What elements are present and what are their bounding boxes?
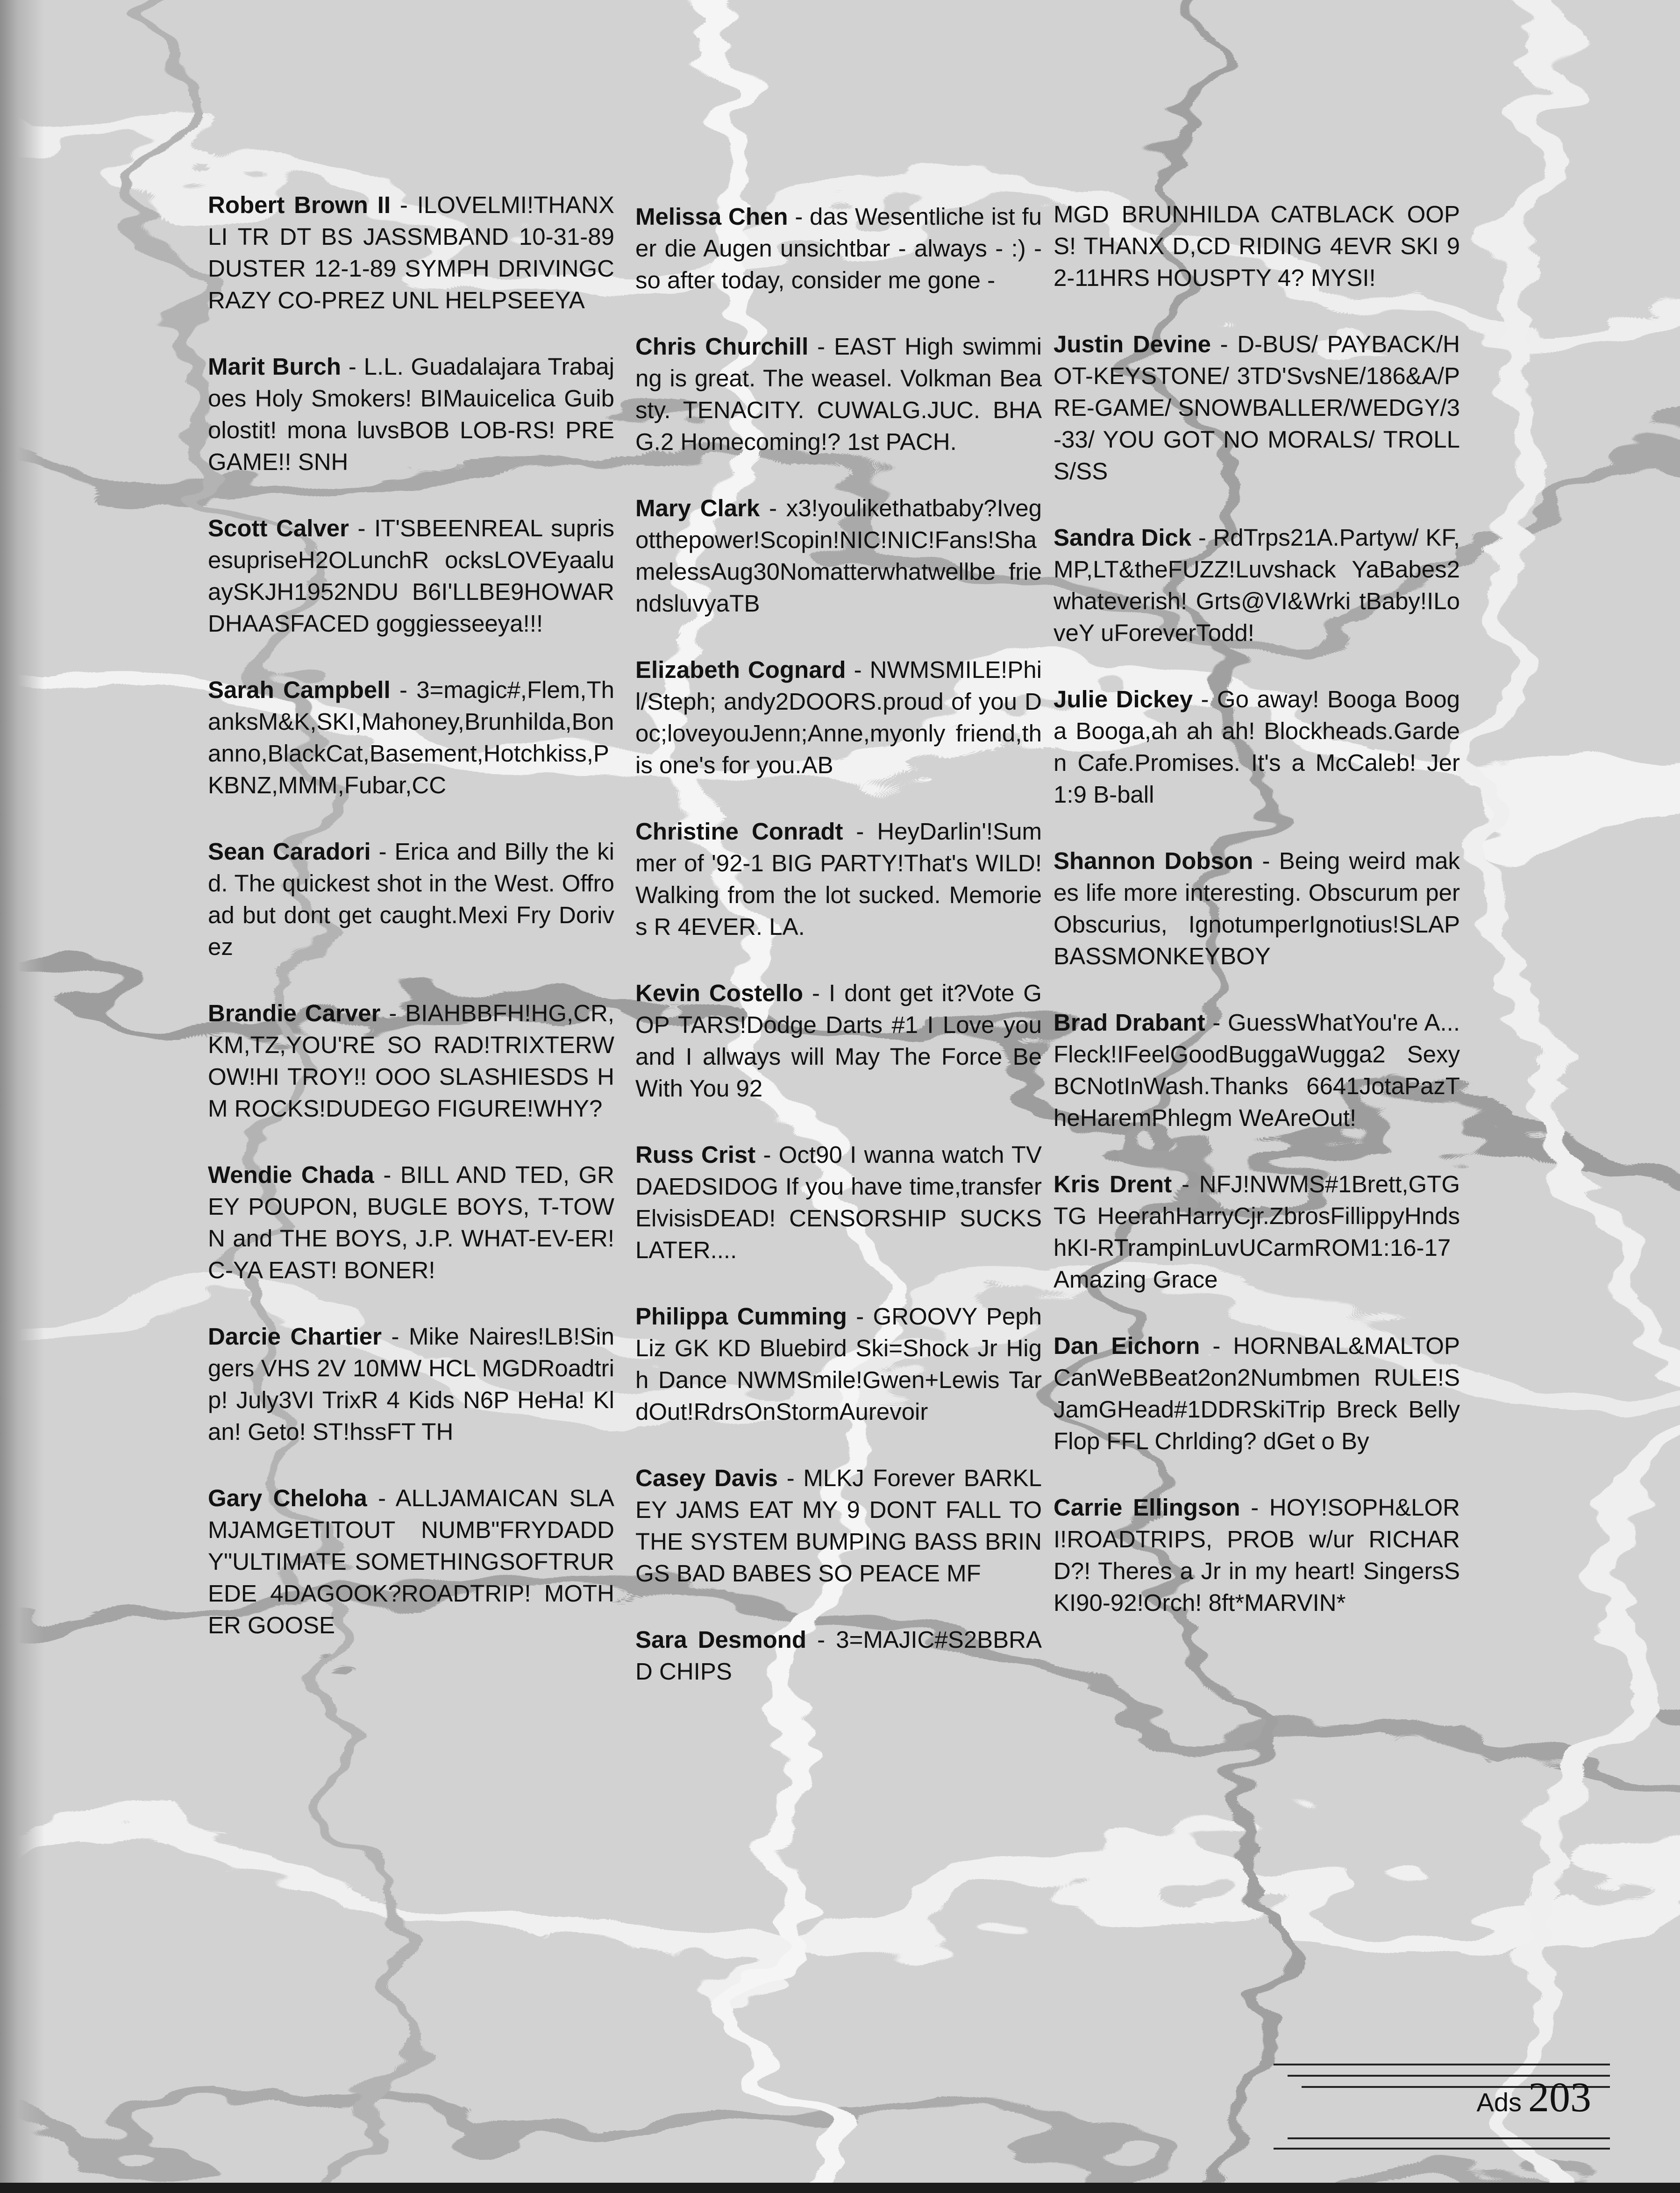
ad-name: Kris Drent bbox=[1054, 1171, 1172, 1197]
ad-entry bbox=[1054, 522, 1460, 649]
binding-shadow bbox=[0, 0, 44, 2193]
ad-entry bbox=[208, 836, 614, 963]
ad-message: - das Wesentliche ist fuer die Augen unsichtbar - always - :) - so after today, consider me gone - bbox=[635, 203, 1042, 293]
ad-message: - Oct90 I wanna watch TV DAEDSIDOG If you have time,transfer ElvisisDEAD! CENSORSHIP SUCKS LATER.... bbox=[635, 1141, 1042, 1263]
ad-message: - Mike Naires!LB!Singers VHS 2V 10MW HCL MGDRoadtrip! July3VI TrixR 4 Kids N6P HeHa! Klan! Geto! ST!hssFT TH bbox=[208, 1323, 614, 1445]
ad-entry bbox=[635, 1624, 1042, 1687]
column-1 bbox=[208, 189, 614, 1676]
ad-entry bbox=[1054, 845, 1460, 972]
ad-name: Carrie Ellingson bbox=[1054, 1494, 1240, 1521]
ad-message: - x3!youlikethatbaby?Ivegotthepower!Scopin!NIC!NIC!Fans!ShamelessAug30Nomatterwhatwellbe friendsluvyaTB bbox=[635, 495, 1042, 617]
ad-message: - D-BUS/ PAYBACK/HOT-KEYSTONE/ 3TD'SvsNE/186&A/PRE-GAME/ SNOWBALLER/WEDGY/3-33/ YOU GOT NO MORALS/ TROLLS/SS bbox=[1054, 331, 1460, 484]
ad-message: - BILL AND TED, GREY POUPON, BUGLE BOYS, T-TOWN and THE BOYS, J.P. WHAT-EV-ER! C-YA EAST! BONER! bbox=[208, 1161, 615, 1283]
ad-name: Russ Crist bbox=[635, 1141, 756, 1168]
ad-message: - NWMSMILE!Phil/Steph; andy2DOORS.proud of you Doc;loveyouJenn;Anne,myonly friend,this one's for you.AB bbox=[635, 656, 1042, 778]
ad-entry bbox=[208, 674, 614, 801]
ad-entry bbox=[635, 492, 1042, 619]
ad-name: Wendie Chada bbox=[208, 1161, 374, 1188]
ad-message: - L.L. Guadalajara Trabajoes Holy Smokers! BIMauicelica Guibolostit! mona luvsBOB LOB-RS! PREGAME!! SNH bbox=[208, 353, 614, 475]
ad-entry bbox=[635, 331, 1042, 458]
ad-name: Philippa Cumming bbox=[635, 1303, 847, 1330]
page-footer bbox=[1274, 2055, 1610, 2158]
ad-message: - EAST High swimming is great. The weasel. Volkman Beasty. TENACITY. CUWALG.JUC. BHAG.2 Homecoming!? 1st PACH. bbox=[635, 333, 1042, 455]
ad-name: Brad Drabant bbox=[1054, 1009, 1205, 1036]
ad-name: Shannon Dobson bbox=[1054, 847, 1253, 874]
ad-message: - ALLJAMAICAN SLAMJAMGETITOUT NUMB"FRYDADDY"ULTIMATE SOMETHINGSOFTRUREDE 4DAGOOK?ROADTRIP! MOTHER GOOSE bbox=[208, 1485, 614, 1638]
ad-name: Melissa Chen bbox=[635, 203, 788, 230]
ad-entry bbox=[635, 816, 1042, 943]
ad-name: Sandra Dick bbox=[1054, 524, 1192, 551]
ad-name: Elizabeth Cognard bbox=[635, 656, 846, 683]
ad-message: - BIAHBBFH!HG,CR,KM,TZ,YOU'RE SO RAD!TRIXTERWOW!HI TROY!! OOO SLASHIESDS HM ROCKS!DUDEGO FIGURE!WHY? bbox=[208, 1000, 614, 1122]
ad-entry bbox=[635, 201, 1042, 296]
ad-entry bbox=[208, 1321, 614, 1448]
ad-entry bbox=[1054, 1168, 1460, 1296]
column-3 bbox=[1054, 199, 1460, 1653]
ad-message: - Erica and Billy the kid. The quickest shot in the West. Offroad but dont get caught.Mexi Fry Dorivez bbox=[208, 838, 614, 960]
ad-name: Sara Desmond bbox=[635, 1626, 807, 1653]
ad-message: - IT'SBEENREAL suprisesupriseH2OLunchR ocksLOVEyaaluaySKJH1952NDU B6I'LLBE9HOWARDHAASFACED goggiesseeya!!! bbox=[208, 515, 614, 637]
ad-name: Gary Cheloha bbox=[208, 1485, 367, 1511]
ad-message: - Being weird makes life more interesting. Obscurum per Obscurius, IgnotumperIgnotius!SLAP BASSMONKEYBOY bbox=[1054, 847, 1460, 969]
ad-name: Mary Clark bbox=[635, 495, 760, 521]
ad-message: - 3=MAJIC#S2BBRAD CHIPS bbox=[635, 1626, 1042, 1685]
ad-entry bbox=[635, 1462, 1042, 1589]
ad-entry bbox=[208, 189, 614, 316]
ad-message: - HOY!SOPH&LORI!ROADTRIPS, PROB w/ur RICHARD?! Theres a Jr in my heart! SingersSKI90-92!Orch! 8ft*MARVIN* bbox=[1054, 1494, 1460, 1616]
ad-name: Robert Brown II bbox=[208, 192, 391, 218]
ad-name: Dan Eichorn bbox=[1054, 1332, 1200, 1359]
ad-name: Darcie Chartier bbox=[208, 1323, 382, 1350]
ad-message: MGD BRUNHILDA CATBLACK OOPS! THANX D,CD RIDING 4EVR SKI 92-11HRS HOUSPTY 4? MYSI! bbox=[1054, 201, 1460, 291]
ad-entry bbox=[208, 1159, 614, 1286]
ad-entry bbox=[1054, 1492, 1460, 1619]
ad-entry bbox=[208, 997, 614, 1125]
column-2 bbox=[635, 201, 1042, 1722]
ad-entry bbox=[208, 351, 614, 478]
ad-name: Sarah Campbell bbox=[208, 676, 391, 703]
ad-message: - HORNBAL&MALTOP CanWeBBeat2on2Numbmen RULE!SJamGHead#1DDRSkiTrip Breck Belly Flop FFL Chrlding? dGet o By bbox=[1054, 1332, 1460, 1454]
ad-message: - NFJ!NWMS#1Brett,GTGTG HeerahHarryCjr.ZbrosFillippyHndshKI-RTrampinLuvUCarmROM1:16-17Amazing Grace bbox=[1054, 1171, 1460, 1293]
ad-message: - GROOVY Peph Liz GK KD Bluebird Ski=Shock Jr High Dance NWMSmile!Gwen+Lewis TardOut!RdrsOnStormAurevoir bbox=[635, 1303, 1042, 1425]
ad-entry bbox=[1054, 328, 1460, 487]
ad-message: - ILOVELMI!THANXLI TR DT BS JASSMBAND 10-31-89 DUSTER 12-1-89 SYMPH DRIVINGCRAZY CO-PREZ UNL HELPSEEYA bbox=[208, 192, 614, 313]
ad-message: - I dont get it?Vote GOP TARS!Dodge Darts #1 I Love you and I allways will May The Force Be With You 92 bbox=[635, 980, 1042, 1102]
ad-name: Brandie Carver bbox=[208, 1000, 381, 1026]
ad-entry bbox=[208, 513, 614, 640]
ad-message: - MLKJ Forever BARKLEY JAMS EAT MY 9 DONT FALL TO THE SYSTEM BUMPING BASS BRINGS BAD BABES SO PEACE MF bbox=[635, 1465, 1042, 1587]
ad-name: Kevin Costello bbox=[635, 980, 804, 1006]
ad-name: Julie Dickey bbox=[1054, 686, 1193, 712]
footer-rule bbox=[1274, 2064, 1610, 2065]
ad-message: - GuessWhatYou're A...Fleck!IFeelGoodBuggaWugga2 SexyBCNotInWash.Thanks 6641JotaPazTheHaremPhlegm WeAreOut! bbox=[1054, 1009, 1460, 1131]
ad-name: Casey Davis bbox=[635, 1465, 778, 1491]
ad-entry bbox=[1054, 684, 1460, 811]
ad-name: Justin Devine bbox=[1054, 331, 1211, 357]
page-bottom-edge bbox=[0, 2183, 1680, 2193]
ad-message: - RdTrps21A.Partyw/ KF,MP,LT&theFUZZ!Luvshack YaBabes2whateverish! Grts@VI&Wrki tBaby!ILoveY uForeverTodd! bbox=[1054, 524, 1460, 646]
ad-entry bbox=[208, 1482, 614, 1641]
footer-rule bbox=[1288, 2137, 1610, 2139]
ad-message: - 3=magic#,Flem,ThanksM&K,SKI,Mahoney,Brunhilda,Bonanno,BlackCat,Basement,Hotchkiss,PKBNZ,MMM,Fubar,CC bbox=[208, 676, 614, 798]
page-number: 203 bbox=[1528, 2074, 1591, 2121]
ad-message: - Go away! Booga Booga Booga,ah ah ah! Blockheads.Garden Cafe.Promises. It's a McCaleb! Jer 1:9 B-ball bbox=[1054, 686, 1460, 808]
ad-entry bbox=[635, 1301, 1042, 1428]
ad-name: Christine Conradt bbox=[635, 818, 843, 845]
ad-name: Marit Burch bbox=[208, 353, 342, 380]
ad-entry bbox=[1054, 1330, 1460, 1457]
page-label bbox=[1477, 2073, 1592, 2122]
footer-rule bbox=[1274, 2148, 1610, 2150]
section-label: Ads bbox=[1476, 2087, 1522, 2117]
ad-name: Sean Caradori bbox=[208, 838, 371, 865]
ad-message: - HeyDarlin'!Summer of '92-1 BIG PARTY!That's WILD! Walking from the lot sucked. Memories R 4EVER. LA. bbox=[635, 818, 1042, 940]
ad-entry bbox=[635, 654, 1042, 781]
ad-name: Scott Calver bbox=[208, 515, 349, 541]
ad-entry bbox=[635, 1139, 1042, 1266]
ad-entry bbox=[1054, 1007, 1460, 1134]
ad-entry bbox=[635, 977, 1042, 1104]
ad-name: Chris Churchill bbox=[635, 333, 809, 360]
ad-entry-continued bbox=[1054, 199, 1460, 294]
